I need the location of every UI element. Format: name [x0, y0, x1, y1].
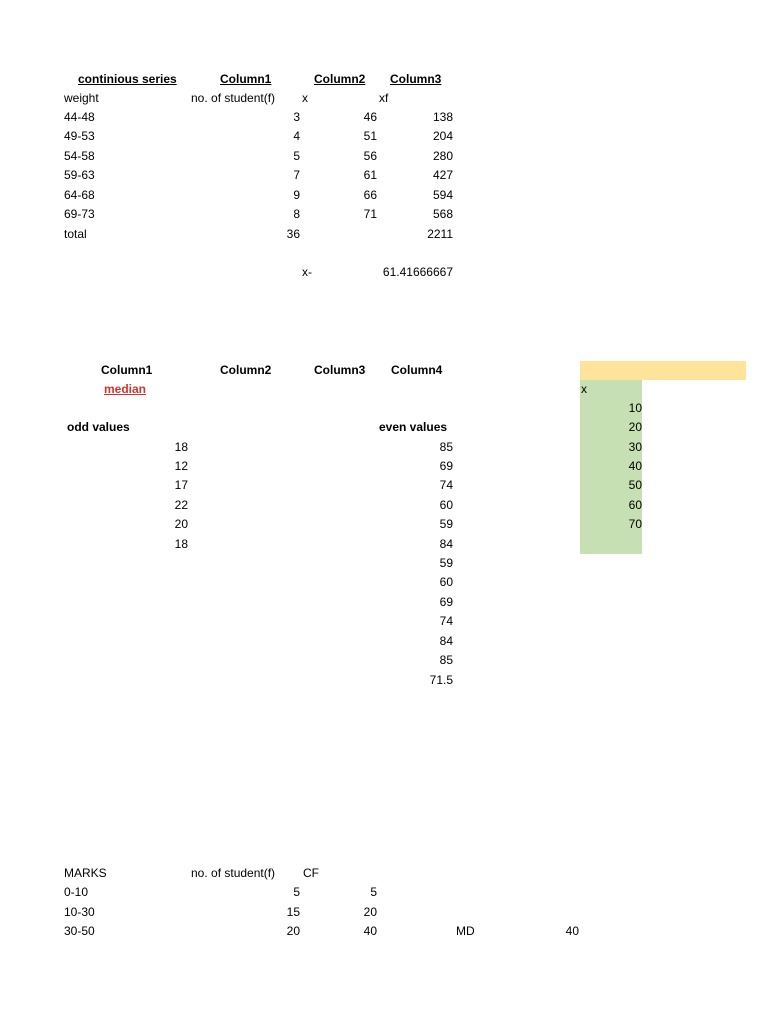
odd-value: 20 — [174, 517, 188, 531]
table-cell: 20 — [286, 924, 300, 938]
table-cell: 5 — [293, 885, 300, 899]
md-label: MD — [456, 924, 475, 938]
even-value: 85 — [439, 440, 453, 454]
table-cell: 69-73 — [64, 207, 95, 221]
mean-value: 61.41666667 — [382, 265, 453, 279]
even-value: 85 — [439, 653, 453, 667]
x-value: 40 — [628, 459, 642, 473]
table1-subheader-weight: weight — [64, 91, 99, 105]
table-cell: 61 — [363, 168, 377, 182]
even-value: 59 — [439, 556, 453, 570]
median-title: median — [104, 382, 147, 396]
table1-header-series: continious series — [78, 72, 177, 86]
table-cell: 427 — [432, 168, 453, 182]
header-highlight — [580, 361, 746, 380]
table1-subheader-xf: xf — [379, 91, 389, 105]
table-cell: 594 — [432, 188, 453, 202]
table-cell: 46 — [363, 110, 377, 124]
table3-header-frequency: no. of student(f) — [191, 866, 276, 880]
table-cell: 40 — [363, 924, 377, 938]
table2-header-column2: Column2 — [220, 363, 272, 377]
x-label: x — [581, 382, 587, 396]
table3-header-cf: CF — [303, 866, 319, 880]
table-cell: 30-50 — [64, 924, 95, 938]
table-cell: 3 — [293, 110, 300, 124]
table-cell: 56 — [363, 149, 377, 163]
md-value: 40 — [565, 924, 579, 938]
mean-label: x- — [302, 265, 312, 279]
table2-header-column4: Column4 — [391, 363, 443, 377]
table-cell: 4 — [293, 129, 300, 143]
table-cell: 54-58 — [64, 149, 95, 163]
even-value: 60 — [439, 575, 453, 589]
table-cell: 5 — [293, 149, 300, 163]
table-cell: 71 — [363, 207, 377, 221]
table1-total-label: total — [64, 227, 87, 241]
table-cell: 15 — [286, 905, 300, 919]
even-value: 84 — [439, 634, 453, 648]
even-median-value: 71.5 — [429, 673, 453, 687]
table-cell: 568 — [432, 207, 453, 221]
table1-header-column2: Column2 — [314, 72, 366, 86]
table1-header-column1: Column1 — [220, 72, 272, 86]
odd-value: 18 — [174, 440, 188, 454]
odd-value: 12 — [174, 459, 188, 473]
even-value: 74 — [439, 614, 453, 628]
table-cell: 7 — [293, 168, 300, 182]
x-value: 30 — [628, 440, 642, 454]
even-value: 60 — [439, 498, 453, 512]
table3-header-marks: MARKS — [64, 866, 107, 880]
table1-subheader-x: x — [302, 91, 308, 105]
table1-subheader-frequency: no. of student(f) — [191, 91, 276, 105]
table-cell: 59-63 — [64, 168, 95, 182]
odd-values-label: odd values — [67, 420, 130, 434]
table-cell: 204 — [432, 129, 453, 143]
x-value: 60 — [628, 498, 642, 512]
table-cell: 280 — [432, 149, 453, 163]
table-cell: 20 — [363, 905, 377, 919]
odd-value: 22 — [174, 498, 188, 512]
table-cell: 64-68 — [64, 188, 95, 202]
table-cell: 66 — [363, 188, 377, 202]
x-value: 50 — [628, 478, 642, 492]
x-value: 20 — [628, 420, 642, 434]
table2-header-column3: Column3 — [314, 363, 366, 377]
table-cell: 10-30 — [64, 905, 95, 919]
table1-total-xf: 2211 — [427, 227, 453, 241]
table-cell: 51 — [363, 129, 377, 143]
odd-value: 17 — [174, 478, 188, 492]
table1-total-frequency: 36 — [286, 227, 300, 241]
even-value: 59 — [439, 517, 453, 531]
even-value: 69 — [439, 595, 453, 609]
table1-header-column3: Column3 — [390, 72, 442, 86]
even-value: 74 — [439, 478, 453, 492]
even-values-label: even values — [379, 420, 448, 434]
table-cell: 49-53 — [64, 129, 95, 143]
x-value: 10 — [628, 401, 642, 415]
even-value: 69 — [439, 459, 453, 473]
even-value: 84 — [439, 537, 453, 551]
table2-header-column1: Column1 — [101, 363, 153, 377]
odd-value: 18 — [174, 537, 188, 551]
table-cell: 8 — [293, 207, 300, 221]
table-cell: 44-48 — [64, 110, 95, 124]
table-cell: 5 — [370, 885, 377, 899]
table-cell: 9 — [293, 188, 300, 202]
table-cell: 138 — [432, 110, 453, 124]
table-cell: 0-10 — [64, 885, 89, 899]
x-value: 70 — [628, 517, 642, 531]
